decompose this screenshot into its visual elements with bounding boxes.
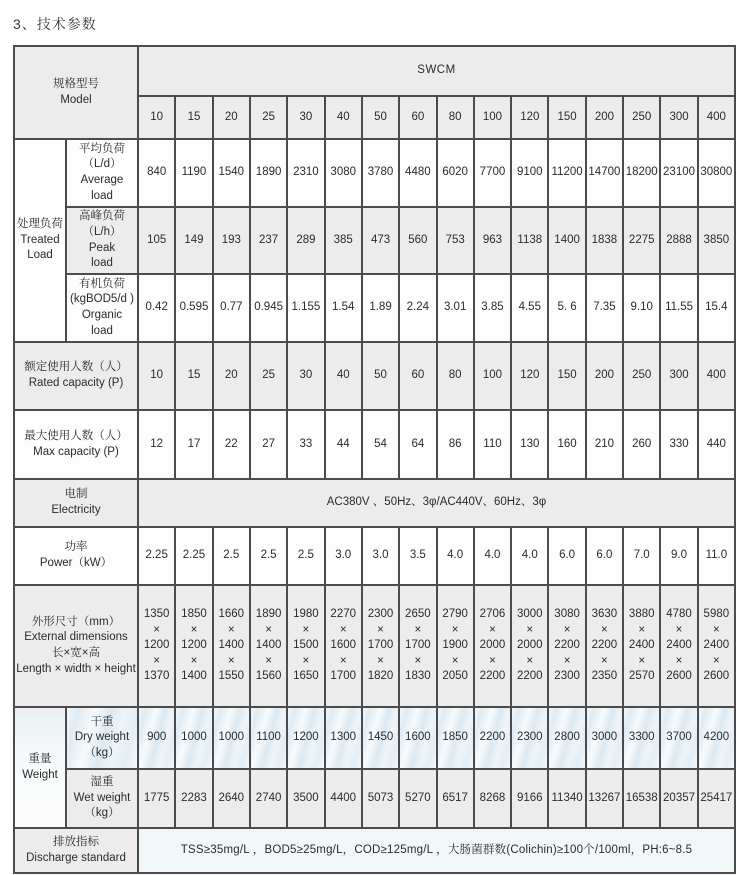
organic-load-cell: 1.54 <box>325 274 362 342</box>
rated-capacity-cell: 40 <box>325 342 362 410</box>
section-title: 3、技术参数 <box>13 16 97 32</box>
dry-weight-cell: 3700 <box>660 707 697 769</box>
model-number-cell: 400 <box>698 96 735 139</box>
peak-load-cell: 193 <box>213 207 250 274</box>
treated-load-group-cell: 处理负荷 Treated Load <box>14 139 66 342</box>
model-number-cell: 200 <box>586 96 623 139</box>
peak-load-cell: 753 <box>437 207 474 274</box>
organic-load-cell: 0.945 <box>250 274 287 342</box>
power-cell: 6.0 <box>586 527 623 585</box>
wet-weight-cell: 3500 <box>287 769 324 828</box>
max-capacity-cell: 17 <box>175 410 212 479</box>
dimensions-cell: 5980 × 2400 × 2600 <box>698 585 735 707</box>
dry-weight-cell: 4200 <box>698 707 735 769</box>
rated-capacity-cell: 50 <box>362 342 399 410</box>
row-rated-capacity <box>14 342 735 410</box>
organic-load-label: 有机负荷 (kgBOD5/d ) Organic load <box>66 274 138 342</box>
max-capacity-cell: 12 <box>138 410 175 479</box>
wet-weight-cell: 20357 <box>660 769 697 828</box>
dry-weight-cell: 1450 <box>362 707 399 769</box>
organic-load-cell: 11.55 <box>660 274 697 342</box>
organic-load-cell: 2.24 <box>399 274 436 342</box>
organic-load-cell: 9.10 <box>623 274 660 342</box>
organic-load-cell: 1.155 <box>287 274 324 342</box>
row-discharge-standard <box>14 828 735 873</box>
organic-load-cell: 3.01 <box>437 274 474 342</box>
rated-capacity-cell: 300 <box>660 342 697 410</box>
dimensions-cell: 3080 × 2200 × 2300 <box>548 585 585 707</box>
power-cell: 2.25 <box>175 527 212 585</box>
dry-weight-label: 干重 Dry weight （kg） <box>66 707 138 769</box>
wet-weight-cell: 16538 <box>623 769 660 828</box>
row-dry-weight <box>14 707 735 769</box>
dry-weight-cell: 1000 <box>213 707 250 769</box>
wet-weight-cell: 2640 <box>213 769 250 828</box>
model-number-cell: 30 <box>287 96 324 139</box>
model-number-cell: 120 <box>511 96 548 139</box>
model-number-cell: 10 <box>138 96 175 139</box>
model-number-cell: 20 <box>213 96 250 139</box>
row-peak-load <box>14 207 735 274</box>
power-cell: 3.0 <box>362 527 399 585</box>
peak-load-cell: 2275 <box>623 207 660 274</box>
average-load-cell: 2310 <box>287 139 324 207</box>
wet-weight-cell: 25417 <box>698 769 735 828</box>
dimensions-cell: 3880 × 2400 × 2570 <box>623 585 660 707</box>
rated-capacity-cell: 120 <box>511 342 548 410</box>
dry-weight-cell: 1300 <box>325 707 362 769</box>
max-capacity-cell: 160 <box>548 410 585 479</box>
wet-weight-cell: 5073 <box>362 769 399 828</box>
row-electricity <box>14 479 735 527</box>
wet-weight-cell: 8268 <box>474 769 511 828</box>
rated-capacity-cell: 20 <box>213 342 250 410</box>
row-max-capacity <box>14 410 735 479</box>
model-number-cell: 60 <box>399 96 436 139</box>
power-cell: 4.0 <box>474 527 511 585</box>
rated-capacity-label: 额定使用人数（人） Rated capacity (P) <box>14 342 138 410</box>
discharge-value: TSS≥35mg/L ，BOD5≥25mg/L，COD≥125mg/L ，大肠菌群数(Colichin)≥100个/100ml，PH:6~8.5 <box>138 828 735 873</box>
peak-load-cell: 149 <box>175 207 212 274</box>
row-average-load <box>14 139 735 207</box>
dimensions-label: 外形尺寸（mm） External dimensions 长×宽×高 Length × width × height <box>14 585 138 707</box>
model-number-cell: 300 <box>660 96 697 139</box>
dry-weight-cell: 1600 <box>399 707 436 769</box>
spec-table <box>13 45 736 874</box>
rated-capacity-cell: 60 <box>399 342 436 410</box>
wet-weight-cell: 5270 <box>399 769 436 828</box>
max-capacity-cell: 86 <box>437 410 474 479</box>
header-row-brand <box>14 46 735 96</box>
dry-weight-cell: 2800 <box>548 707 585 769</box>
max-capacity-cell: 27 <box>250 410 287 479</box>
power-cell: 11.0 <box>698 527 735 585</box>
dimensions-cell: 2270 × 1600 × 1700 <box>325 585 362 707</box>
max-capacity-cell: 330 <box>660 410 697 479</box>
wet-weight-cell: 11340 <box>548 769 585 828</box>
organic-load-cell: 5. 6 <box>548 274 585 342</box>
row-wet-weight <box>14 769 735 828</box>
wet-weight-cell: 4400 <box>325 769 362 828</box>
organic-load-cell: 0.77 <box>213 274 250 342</box>
dimensions-cell: 4780 × 2400 × 2600 <box>660 585 697 707</box>
dimensions-cell: 2300 × 1700 × 1820 <box>362 585 399 707</box>
wet-weight-label: 湿重 Wet weight （kg） <box>66 769 138 828</box>
max-capacity-cell: 44 <box>325 410 362 479</box>
peak-load-cell: 289 <box>287 207 324 274</box>
power-cell: 4.0 <box>511 527 548 585</box>
average-load-cell: 840 <box>138 139 175 207</box>
wet-weight-cell: 13267 <box>586 769 623 828</box>
model-number-cell: 40 <box>325 96 362 139</box>
average-load-cell: 30800 <box>698 139 735 207</box>
max-capacity-cell: 440 <box>698 410 735 479</box>
peak-load-cell: 237 <box>250 207 287 274</box>
model-number-cell: 80 <box>437 96 474 139</box>
power-cell: 3.5 <box>399 527 436 585</box>
power-cell: 2.5 <box>213 527 250 585</box>
model-number-cell: 50 <box>362 96 399 139</box>
peak-load-cell: 385 <box>325 207 362 274</box>
model-number-cell: 250 <box>623 96 660 139</box>
max-capacity-cell: 130 <box>511 410 548 479</box>
organic-load-cell: 15.4 <box>698 274 735 342</box>
dry-weight-cell: 2300 <box>511 707 548 769</box>
model-number-cell: 100 <box>474 96 511 139</box>
dry-weight-cell: 1100 <box>250 707 287 769</box>
power-cell: 2.5 <box>287 527 324 585</box>
average-load-cell: 1190 <box>175 139 212 207</box>
average-load-cell: 1540 <box>213 139 250 207</box>
average-load-cell: 7700 <box>474 139 511 207</box>
peak-load-label: 高峰负荷 （L/h） Peak load <box>66 207 138 274</box>
organic-load-cell: 7.35 <box>586 274 623 342</box>
brand-cell: SWCM <box>138 46 735 96</box>
organic-load-cell: 1.89 <box>362 274 399 342</box>
row-organic-load <box>14 274 735 342</box>
wet-weight-cell: 6517 <box>437 769 474 828</box>
max-capacity-cell: 64 <box>399 410 436 479</box>
peak-load-cell: 560 <box>399 207 436 274</box>
average-load-cell: 23100 <box>660 139 697 207</box>
max-capacity-cell: 260 <box>623 410 660 479</box>
peak-load-cell: 105 <box>138 207 175 274</box>
organic-load-cell: 0.42 <box>138 274 175 342</box>
organic-load-cell: 3.85 <box>474 274 511 342</box>
organic-load-cell: 0.595 <box>175 274 212 342</box>
rated-capacity-cell: 200 <box>586 342 623 410</box>
power-cell: 2.5 <box>250 527 287 585</box>
rated-capacity-cell: 30 <box>287 342 324 410</box>
average-load-cell: 3780 <box>362 139 399 207</box>
wet-weight-cell: 1775 <box>138 769 175 828</box>
dimensions-cell: 1350 × 1200 × 1370 <box>138 585 175 707</box>
average-load-cell: 1890 <box>250 139 287 207</box>
dry-weight-cell: 3000 <box>586 707 623 769</box>
wet-weight-cell: 2283 <box>175 769 212 828</box>
rated-capacity-cell: 150 <box>548 342 585 410</box>
power-cell: 3.0 <box>325 527 362 585</box>
rated-capacity-cell: 25 <box>250 342 287 410</box>
peak-load-cell: 3850 <box>698 207 735 274</box>
power-cell: 7.0 <box>623 527 660 585</box>
peak-load-cell: 473 <box>362 207 399 274</box>
average-load-cell: 14700 <box>586 139 623 207</box>
dimensions-cell: 3000 × 2000 × 2200 <box>511 585 548 707</box>
dimensions-cell: 1980 × 1500 × 1650 <box>287 585 324 707</box>
model-number-cell: 25 <box>250 96 287 139</box>
power-cell: 2.25 <box>138 527 175 585</box>
average-load-cell: 18200 <box>623 139 660 207</box>
dimensions-cell: 1890 × 1400 × 1560 <box>250 585 287 707</box>
electricity-value: AC380V 、50Hz、3φ/AC440V、60Hz、3φ <box>138 479 735 527</box>
power-cell: 6.0 <box>548 527 585 585</box>
organic-load-cell: 4.55 <box>511 274 548 342</box>
weight-group-cell: 重量 Weight <box>14 707 66 828</box>
average-load-cell: 6020 <box>437 139 474 207</box>
rated-capacity-cell: 80 <box>437 342 474 410</box>
average-load-cell: 11200 <box>548 139 585 207</box>
dimensions-cell: 2650 × 1700 × 1830 <box>399 585 436 707</box>
dimensions-cell: 1660 × 1400 × 1550 <box>213 585 250 707</box>
dry-weight-cell: 3300 <box>623 707 660 769</box>
rated-capacity-cell: 250 <box>623 342 660 410</box>
max-capacity-cell: 22 <box>213 410 250 479</box>
max-capacity-cell: 110 <box>474 410 511 479</box>
discharge-label: 排放指标 Discharge standard <box>14 828 138 873</box>
rated-capacity-cell: 400 <box>698 342 735 410</box>
average-load-cell: 9100 <box>511 139 548 207</box>
electricity-label: 电制 Electricity <box>14 479 138 527</box>
model-header-cell: 规格型号 Model <box>14 46 138 139</box>
power-label: 功率 Power（kW） <box>14 527 138 585</box>
power-cell: 4.0 <box>437 527 474 585</box>
dimensions-cell: 3630 × 2200 × 2350 <box>586 585 623 707</box>
max-capacity-cell: 210 <box>586 410 623 479</box>
dimensions-cell: 2706 × 2000 × 2200 <box>474 585 511 707</box>
peak-load-cell: 1138 <box>511 207 548 274</box>
max-capacity-label: 最大使用人数（人） Max capacity (P) <box>14 410 138 479</box>
row-dimensions <box>14 585 735 707</box>
average-load-label: 平均负荷 （L/d） Average load <box>66 139 138 207</box>
peak-load-cell: 2888 <box>660 207 697 274</box>
wet-weight-cell: 9166 <box>511 769 548 828</box>
peak-load-cell: 963 <box>474 207 511 274</box>
dimensions-cell: 2790 × 1900 × 2050 <box>437 585 474 707</box>
peak-load-cell: 1400 <box>548 207 585 274</box>
wet-weight-cell: 2740 <box>250 769 287 828</box>
max-capacity-cell: 33 <box>287 410 324 479</box>
rated-capacity-cell: 100 <box>474 342 511 410</box>
dimensions-cell: 1850 × 1200 × 1400 <box>175 585 212 707</box>
average-load-cell: 3080 <box>325 139 362 207</box>
max-capacity-cell: 54 <box>362 410 399 479</box>
rated-capacity-cell: 15 <box>175 342 212 410</box>
rated-capacity-cell: 10 <box>138 342 175 410</box>
dry-weight-cell: 900 <box>138 707 175 769</box>
row-power <box>14 527 735 585</box>
dry-weight-cell: 1000 <box>175 707 212 769</box>
power-cell: 9.0 <box>660 527 697 585</box>
dry-weight-cell: 2200 <box>474 707 511 769</box>
dry-weight-cell: 1200 <box>287 707 324 769</box>
dry-weight-cell: 1850 <box>437 707 474 769</box>
model-number-cell: 150 <box>548 96 585 139</box>
average-load-cell: 4480 <box>399 139 436 207</box>
model-number-cell: 15 <box>175 96 212 139</box>
peak-load-cell: 1838 <box>586 207 623 274</box>
